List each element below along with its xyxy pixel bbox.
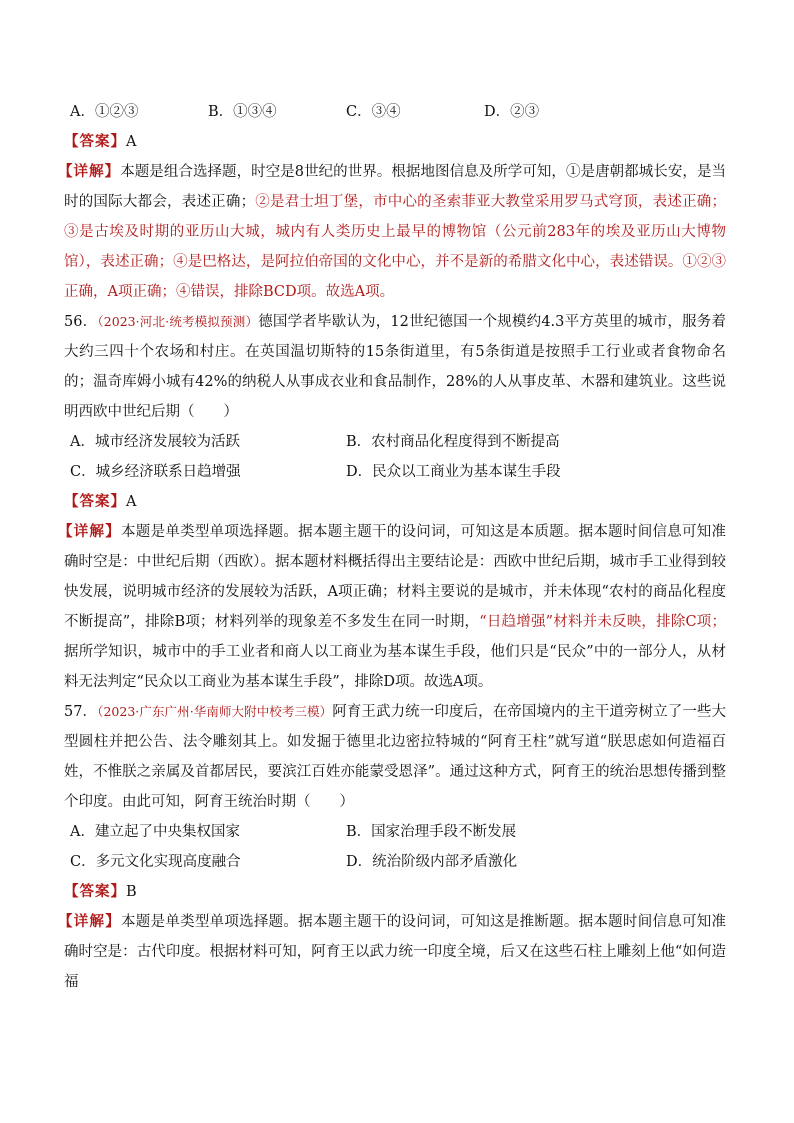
q56-options-row2 <box>70 457 726 487</box>
q57-options-row2 <box>70 847 726 877</box>
option-a: A．城市经济发展较为活跃 <box>70 434 240 450</box>
detail-text-highlight: ②是君士坦丁堡，市中心的圣索菲亚大教堂采用罗马式穹顶，表述正确；③是古埃及时期的亚历山大城，城内有人类历史上最早的博物馆（公元前283年的埃及亚历山大博物馆），表述正确；④是巴格达，是阿拉伯帝国的文化中心，并不是新的希腊文化中心，表述错误。①②③正确，A项正确；④错误，排除BCD项。故选A项。 <box>64 194 727 300</box>
q56-stem <box>64 307 726 427</box>
answer-label: 【答案】 <box>64 133 126 150</box>
detail-text: 本题是单类型单项选择题。据本题主题干的设问词，可知这是推断题。据本题时间信息可知准确时空是：古代印度。根据材料可知，阿育王以武力统一印度全境，后又在这些石柱上雕刻上他“如何造福 <box>64 914 726 990</box>
detail-label: 【详解】 <box>58 913 122 930</box>
question-source: （2023·广东广州·华南师大附中校考三模） <box>97 704 333 719</box>
option-d: D．②③ <box>484 104 540 120</box>
option-c: C．城乡经济联系日趋增强 <box>70 464 241 480</box>
q57-options-row1 <box>70 817 726 847</box>
option-b: B．国家治理手段不断发展 <box>346 824 517 840</box>
option-a: A．①②③ <box>70 104 139 120</box>
question-number: 57． <box>64 704 98 720</box>
option-c: C．③④ <box>346 104 401 120</box>
option-b: B．①③④ <box>208 104 277 120</box>
question-text: 德国学者毕歇认为，12世纪德国一个规模约4.3平方英里的城市，服务着大约三四十个农场和村庄。在英国温切斯特的15条街道里，有5条街道是按照手工行业或者食物命名的；温奇库姆小城有42%的纳税人从事成衣业和食品制作，28%的人从事皮革、木器和建筑业。这些说明西欧中世纪后期（ ） <box>64 314 727 420</box>
option-d: D．统治阶级内部矛盾激化 <box>346 854 518 870</box>
q56-options-row1 <box>70 427 726 457</box>
question-number: 56． <box>64 314 98 330</box>
answer-value: A <box>126 494 137 510</box>
answer-label: 【答案】 <box>64 883 126 900</box>
option-b: B．农村商品化程度得到不断提高 <box>346 434 560 450</box>
detail-label: 【详解】 <box>58 523 122 540</box>
answer-value: A <box>126 134 137 150</box>
q56-answer <box>64 487 726 517</box>
q56-detail <box>58 517 726 697</box>
answer-label: 【答案】 <box>64 493 126 510</box>
q57-stem <box>64 697 726 817</box>
q55-options <box>70 97 726 127</box>
document-page <box>58 97 727 997</box>
detail-text: 本题是单类型单项选择题。据本题主题干的设问词，可知这是本质题。据本题时间信息可知准确时空是：中世纪后期（西欧）。据本题材料概括得出主要结论是：西欧中世纪后期，城市手工业得到较快发展，说明城市经济的发展较为活跃，A项正确；材料主要说的是城市，并未体现“农村的商品化程度不断提高”，排除B项；材料列举的现象差不多发生在同一时期， <box>64 524 726 630</box>
detail-text: 本题是组合选择题，时空是8世纪的世界。根据地图信息及所学可知，①是唐朝都城长安，是当时的国际大都会，表述正确； <box>64 164 726 210</box>
option-d: D．民众以工商业为基本谋生手段 <box>346 464 561 480</box>
q55-detail <box>58 157 727 307</box>
q57-detail <box>58 907 726 997</box>
q55-answer <box>64 127 726 157</box>
question-text: 阿育王武力统一印度后，在帝国境内的主干道旁树立了一些大型圆柱并把公告、法令雕刻其上。如发掘于德里北边密拉特城的“阿育王柱”就写道“朕思虑如何造福百姓，不惟朕之亲属及首都居民，要滨江百姓亦能蒙受恩泽”。通过这种方式，阿育王的统治思想传播到整个印度。由此可知，阿育王统治时期（ ） <box>64 704 727 810</box>
q57-answer <box>64 877 726 907</box>
detail-label: 【详解】 <box>58 163 121 180</box>
option-a: A．建立起了中央集权国家 <box>70 824 240 840</box>
answer-value: B <box>126 884 137 900</box>
detail-text-continued: 据所学知识，城市中的手工业者和商人以工商业为基本谋生手段，他们只是“民众”中的一部分人，从材料无法判定“民众以工商业为基本谋生手段”，排除D项。故选A项。 <box>64 644 726 690</box>
question-source: （2023·河北·统考模拟预测） <box>97 314 259 329</box>
detail-text-highlight: “日趋增强”材料并未反映，排除C项； <box>479 614 726 630</box>
option-c: C．多元文化实现高度融合 <box>70 854 241 870</box>
